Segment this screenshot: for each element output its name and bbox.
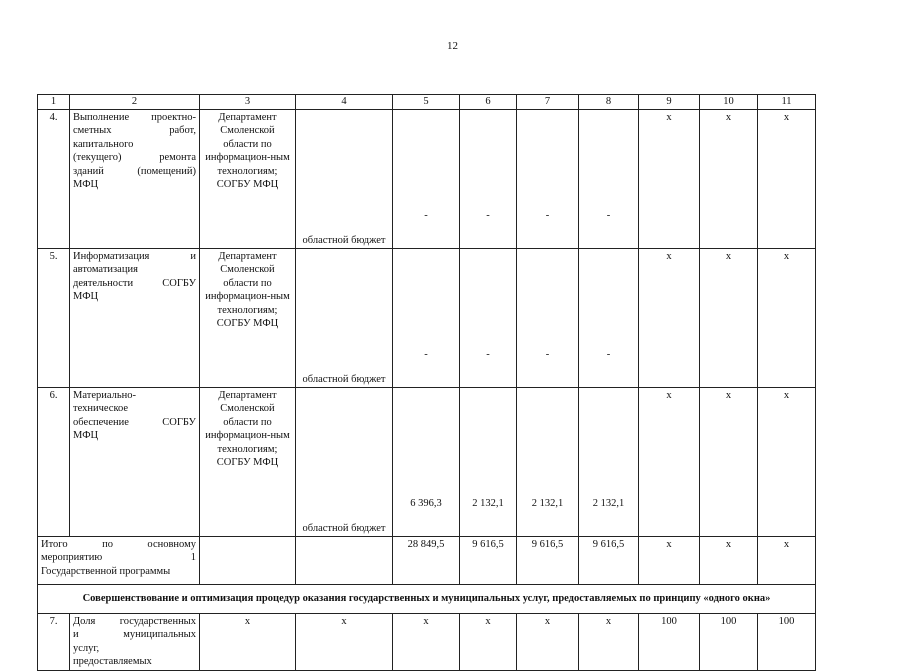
row-name (70, 249, 200, 388)
total-label-line: Итого по основному (41, 539, 196, 550)
header-cell: 5 (393, 95, 460, 110)
empty-cell (200, 537, 296, 585)
value-col8: - (579, 110, 639, 249)
row-name (70, 614, 200, 671)
total-col10: х (700, 537, 758, 585)
row-number: 4. (38, 110, 70, 249)
name-line: предоставляемых (73, 656, 152, 668)
value-col7: - (517, 110, 579, 249)
name-line: обеспечение СОГБУ (73, 416, 196, 428)
name-line: Материально- (73, 390, 136, 401)
name-line: и муниципальных (73, 629, 196, 641)
value-col6: - (460, 110, 517, 249)
total-col7: 9 616,5 (517, 537, 579, 585)
value-col11: 100 (758, 614, 816, 671)
page-number: 12 (447, 40, 458, 52)
table-row (38, 388, 816, 537)
name-line: деятельности СОГБУ (73, 277, 196, 289)
total-label-line: мероприятию 1 (41, 552, 196, 564)
name-line: Выполнение проектно- (73, 112, 196, 123)
funding-source: областной бюджет (296, 110, 393, 249)
name-line: Доля государственных (73, 616, 196, 627)
value-col11: х (758, 110, 816, 249)
value-col6: х (460, 614, 517, 671)
total-label-line: Государственной программы (41, 565, 171, 577)
funding-source: областной бюджет (296, 388, 393, 537)
value-col9: х (639, 110, 700, 249)
header-cell: 10 (700, 95, 758, 110)
value-col7: 2 132,1 (517, 388, 579, 537)
header-cell: 6 (460, 95, 517, 110)
header-cell: 8 (579, 95, 639, 110)
department: Департамент Смоленской области по информацион-ным технологиям; СОГБУ МФЦ (200, 388, 296, 537)
total-col6: 9 616,5 (460, 537, 517, 585)
name-line: МФЦ (73, 291, 99, 303)
header-cell: 7 (517, 95, 579, 110)
value-col8: - (579, 249, 639, 388)
total-row (38, 537, 816, 585)
empty-cell (296, 537, 393, 585)
header-cell: 11 (758, 95, 816, 110)
table-row (38, 249, 816, 388)
program-table (37, 94, 816, 671)
row-name (70, 388, 200, 537)
total-label (38, 537, 200, 585)
header-cell: 9 (639, 95, 700, 110)
name-line: техническое (73, 403, 129, 415)
header-row (38, 95, 816, 110)
name-line: услуг, (73, 642, 100, 654)
header-cell: 2 (70, 95, 200, 110)
name-line: автоматизация (73, 264, 138, 276)
department: Департамент Смоленской области по информацион-ным технологиям; СОГБУ МФЦ (200, 249, 296, 388)
value-col10: х (700, 388, 758, 537)
value-col5: 6 396,3 (393, 388, 460, 537)
name-line: Информатизация и (73, 251, 196, 262)
value-col9: 100 (639, 614, 700, 671)
name-line: МФЦ (73, 430, 99, 442)
table-row (38, 614, 816, 671)
value-col6: 2 132,1 (460, 388, 517, 537)
value-col7: х (517, 614, 579, 671)
value-col5: - (393, 249, 460, 388)
value-col10: 100 (700, 614, 758, 671)
value-col11: х (758, 249, 816, 388)
header-cell: 3 (200, 95, 296, 110)
row-number: 7. (38, 614, 70, 671)
value-col8: х (579, 614, 639, 671)
value-col5: х (393, 614, 460, 671)
total-col9: х (639, 537, 700, 585)
value-col8: 2 132,1 (579, 388, 639, 537)
total-col11: х (758, 537, 816, 585)
header-cell: 4 (296, 95, 393, 110)
department: Департамент Смоленской области по информацион-ным технологиям; СОГБУ МФЦ (200, 110, 296, 249)
name-line: МФЦ (73, 179, 99, 191)
total-col5: 28 849,5 (393, 537, 460, 585)
value-col7: - (517, 249, 579, 388)
name-line: зданий (помещений) (73, 165, 196, 177)
value-col3: х (200, 614, 296, 671)
header-cell: 1 (38, 95, 70, 110)
value-col10: х (700, 110, 758, 249)
total-col8: 9 616,5 (579, 537, 639, 585)
funding-source: областной бюджет (296, 249, 393, 388)
value-col6: - (460, 249, 517, 388)
value-col11: х (758, 388, 816, 537)
value-col10: х (700, 249, 758, 388)
value-col5: - (393, 110, 460, 249)
name-line: (текущего) ремонта (73, 152, 196, 164)
value-col4: х (296, 614, 393, 671)
name-line: капитального (73, 138, 134, 150)
row-number: 6. (38, 388, 70, 537)
section-row (38, 585, 816, 614)
section-title: Совершенствование и оптимизация процедур оказания государственных и муниципальных услуг, предоставляемых по принципу «одного окна» (38, 585, 816, 614)
value-col9: х (639, 249, 700, 388)
row-number: 5. (38, 249, 70, 388)
row-name (70, 110, 200, 249)
value-col9: х (639, 388, 700, 537)
name-line: сметных работ, (73, 125, 196, 137)
table-row (38, 110, 816, 249)
